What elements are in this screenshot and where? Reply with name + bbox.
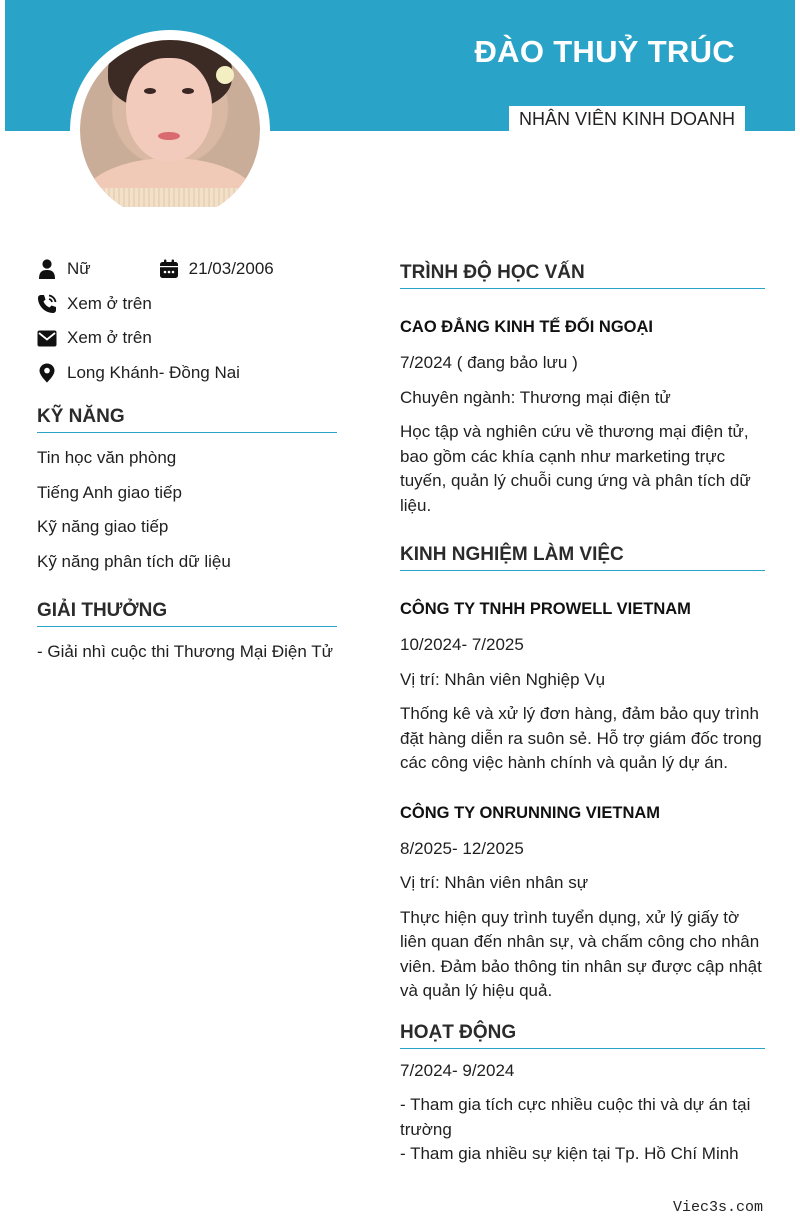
skill-item: Kỹ năng giao tiếp — [37, 517, 169, 536]
watermark: Viec3s.com — [672, 1199, 763, 1216]
address-row — [37, 356, 337, 391]
phone-row — [37, 287, 337, 322]
job-period: 8/2025- 12/2025 — [400, 838, 524, 858]
map-pin-icon — [37, 363, 57, 383]
candidate-name: ĐÀO THUỶ TRÚC — [474, 34, 735, 69]
phone-value: Xem ở trên — [67, 293, 152, 313]
right-column — [400, 262, 765, 1167]
job-title-badge: NHÂN VIÊN KINH DOANH — [509, 106, 745, 131]
job-position: Vị trí: Nhân viên nhân sự — [400, 873, 589, 892]
gender-birthdate-row — [37, 252, 337, 287]
company-name: CÔNG TY TNHH PROWELL VIETNAM — [400, 600, 691, 618]
user-icon — [37, 259, 57, 279]
envelope-icon — [37, 328, 57, 348]
avatar-crop-mask — [70, 207, 270, 237]
award-item: - Giải nhì cuộc thi Thương Mại Điện Tử — [37, 642, 333, 661]
education-heading: TRÌNH ĐỘ HỌC VẤN — [400, 262, 765, 289]
experience-heading: KINH NGHIỆM LÀM VIỆC — [400, 544, 765, 571]
education-description: Học tập và nghiên cứu về thương mại điện tử, bao gồm các khía cạnh như marketing trực tuyến, quản lý chuỗi cung ứng và phân tích dữ liệu. — [400, 422, 751, 515]
left-column — [37, 252, 337, 670]
activities-heading: HOẠT ĐỘNG — [400, 1022, 765, 1049]
job-position: Vị trí: Nhân viên Nghiệp Vụ — [400, 669, 606, 689]
activity-item: - Tham gia tích cực nhiều cuộc thi và dự án tại trường — [400, 1095, 751, 1139]
school-name: CAO ĐẲNG KINH TẾ ĐỐI NGOẠI — [400, 318, 654, 336]
skill-item: Tin học văn phòng — [37, 448, 177, 467]
job-period: 10/2024- 7/2025 — [400, 635, 524, 654]
birthdate-value: 21/03/2006 — [188, 259, 274, 279]
skills-heading: KỸ NĂNG — [37, 406, 337, 433]
email-row — [37, 321, 337, 356]
birthdate — [159, 259, 274, 279]
gender-value: Nữ — [67, 259, 91, 279]
address-value: Long Khánh- Đồng Nai — [67, 362, 240, 382]
company-name: CÔNG TY ONRUNNING VIETNAM — [400, 803, 661, 822]
phone-icon — [37, 294, 57, 314]
calendar-icon — [159, 259, 179, 279]
job-description: Thực hiện quy trình tuyển dụng, xử lý giấy tờ liên quan đến nhân sự, và chấm công cho nhân viên. Đảm bảo thông tin nhân sự được cập nhật và quản lý hiệu quả. — [400, 907, 762, 1000]
education-period: 7/2024 ( đang bảo lưu ) — [400, 353, 578, 372]
education-major: Chuyên ngành: Thương mại điện tử — [400, 387, 671, 407]
awards-heading: GIẢI THƯỞNG — [37, 600, 337, 627]
email-value: Xem ở trên — [67, 328, 152, 348]
avatar-photo — [80, 40, 260, 220]
skill-item: Kỹ năng phân tích dữ liệu — [37, 551, 231, 571]
activities-period: 7/2024- 9/2024 — [400, 1060, 515, 1080]
skill-item: Tiếng Anh giao tiếp — [37, 482, 182, 502]
job-description: Thống kê và xử lý đơn hàng, đảm bảo quy trình đặt hàng diễn ra suôn sẻ. Hỗ trợ giám đốc trong các công việc hành chính và quản lý dự án. — [400, 704, 762, 772]
activity-item: - Tham gia nhiều sự kiện tại Tp. Hồ Chí Minh — [400, 1144, 739, 1163]
